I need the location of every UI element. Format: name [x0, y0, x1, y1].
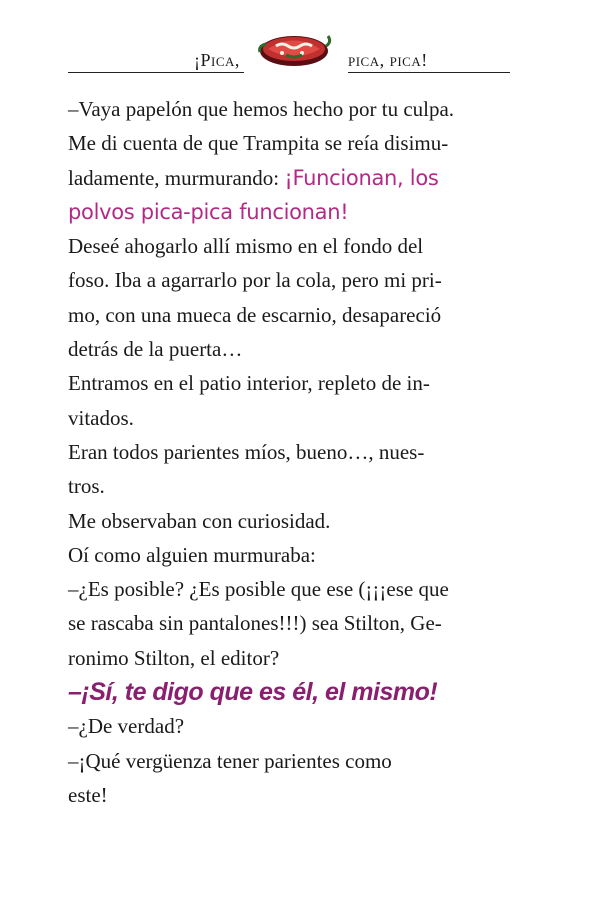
text-line: Eran todos parientes míos, bueno…, nues-: [68, 439, 425, 464]
text-line: Oí como alguien murmuraba:: [68, 542, 316, 567]
text-line: este!: [68, 782, 108, 807]
header-rule-left: [68, 72, 244, 73]
text-line: tros.: [68, 474, 105, 499]
page-body: [68, 92, 510, 812]
text-line: –¿De verdad?: [68, 714, 185, 739]
text-line: Deseé ahogarlo allí mismo en el fondo del: [68, 234, 424, 259]
text-line: ladamente, murmurando: ¡Funcionan, los: [68, 165, 439, 190]
highlight-exclamation: ¡Funcionan, los: [284, 165, 439, 190]
text-line: vitados.: [68, 405, 134, 430]
text-line: se rascaba sin pantalones!!!) sea Stilton, Ge-: [68, 611, 442, 636]
text-line: –¿Es posible? ¿Es posible que ese (¡¡¡ese que: [68, 577, 449, 602]
text-line: Entramos en el patio interior, repleto de in-: [68, 371, 430, 396]
text-line: Me di cuenta de que Trampita se reía disimu-: [68, 131, 449, 156]
text-line: Me observaban con curiosidad.: [68, 508, 331, 533]
header-title-left: ¡Pica,: [194, 50, 240, 70]
text-line: –Vaya papelón que hemos hecho por tu culpa.: [68, 97, 455, 121]
text-line: –¡Qué vergüenza tener parientes como: [68, 748, 392, 773]
highlight-exclamation: polvos pica-pica funcionan!: [68, 199, 349, 224]
header-title-right: pica, pica!: [348, 50, 428, 70]
text-line: detrás de la puerta…: [68, 337, 243, 362]
text-line: foso. Iba a agarrarlo por la cola, pero mi pri-: [68, 268, 442, 293]
highlight-shout: –¡Sí, te digo que es él, el mismo!: [68, 678, 438, 707]
text-line: ronimo Stilton, el editor?: [68, 645, 280, 670]
text-line: [68, 195, 510, 229]
chili-pepper-icon: [256, 24, 332, 72]
text-line: mo, con una mueca de escarnio, desapareció: [68, 302, 442, 327]
header-rule-right: [348, 72, 510, 73]
page-header: [68, 18, 510, 78]
text-line: [68, 675, 510, 709]
